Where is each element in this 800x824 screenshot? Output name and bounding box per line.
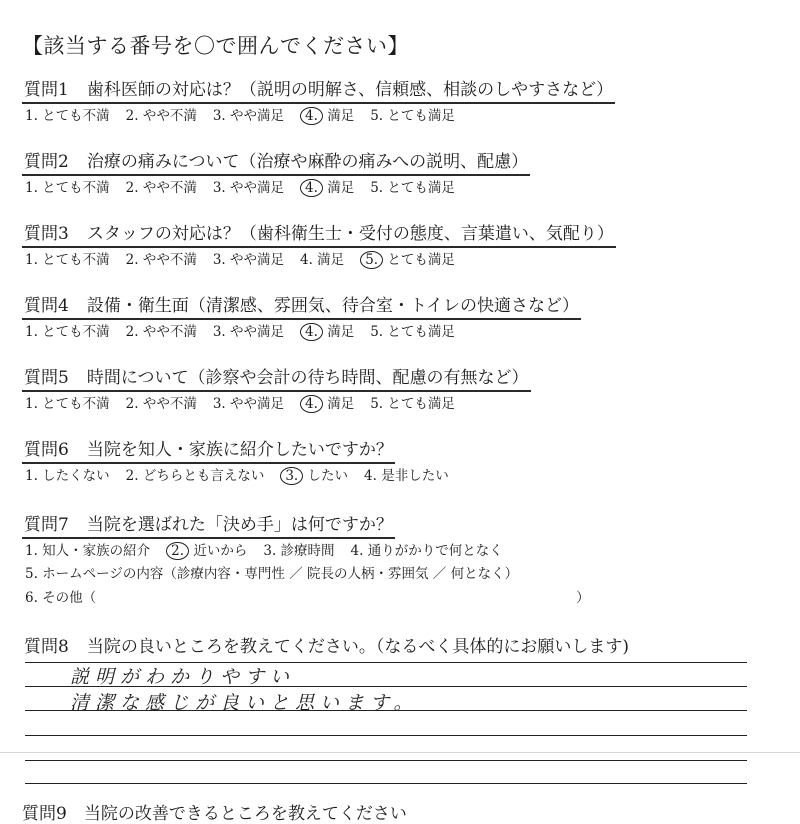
question-number: 質問6 — [24, 440, 69, 460]
option-selected[interactable]: 3. したい — [280, 468, 348, 484]
option[interactable]: 1. とても不満 — [25, 396, 110, 412]
question-3 — [22, 222, 782, 271]
option-row — [22, 465, 782, 487]
answer-line — [25, 760, 747, 761]
form-title: 【該当する番号を〇で囲んでください】 — [22, 34, 409, 58]
option-selected[interactable]: 4. 満足 — [300, 108, 354, 124]
question-heading — [22, 635, 631, 659]
selection-circle: 5. — [360, 251, 383, 269]
question-number: 質問8 — [24, 637, 69, 657]
question-number: 質問4 — [24, 296, 69, 316]
option[interactable]: 5. とても満足 — [370, 324, 455, 340]
option-selected[interactable]: 2. 近いから — [166, 543, 247, 559]
option[interactable]: 4. 満足 — [300, 252, 345, 268]
option[interactable]: 4. 通りがかりで何となく — [350, 543, 503, 559]
option-row — [22, 105, 782, 127]
other-option[interactable]: 6. その他（ — [25, 590, 97, 606]
question-heading — [22, 294, 581, 318]
heading-underline — [22, 462, 395, 464]
option[interactable]: 3. やや満足 — [212, 252, 285, 268]
question-heading — [22, 150, 530, 174]
option-row — [22, 321, 782, 343]
selection-circle: 3. — [280, 467, 303, 485]
selection-circle: 2. — [166, 542, 189, 560]
option[interactable]: 5. とても満足 — [370, 396, 455, 412]
question-1 — [22, 78, 782, 127]
heading-underline — [22, 318, 581, 320]
question-heading — [22, 513, 395, 537]
option[interactable]: 3. やや満足 — [212, 396, 285, 412]
answer-line — [25, 735, 747, 736]
selection-circle: 4. — [300, 107, 323, 125]
question-text: 設備・衛生面（清潔感、雰囲気、待合室・トイレの快適さなど） — [86, 296, 579, 316]
option-row — [22, 393, 782, 415]
question-heading — [22, 438, 395, 462]
heading-underline — [22, 537, 395, 539]
selection-circle: 4. — [300, 323, 323, 341]
handwritten-answer-line-2: 清潔な感じが良いと思います。 — [70, 692, 419, 714]
selection-circle: 4. — [300, 395, 323, 413]
question-number: 質問2 — [24, 152, 69, 172]
option[interactable]: 5. とても満足 — [370, 108, 455, 124]
option-row — [22, 249, 782, 271]
question-heading — [22, 366, 531, 390]
option[interactable]: 2. どちらとも言えない — [125, 468, 265, 484]
question-text: 歯科医師の対応は？（説明の明解さ、信頼感、相談のしやすさなど） — [86, 80, 614, 100]
question-5 — [22, 366, 782, 415]
other-close-paren: ） — [576, 590, 590, 606]
option[interactable]: 3. やや満足 — [212, 108, 285, 124]
option-row — [22, 177, 782, 199]
option[interactable]: 2. やや不満 — [125, 396, 197, 412]
option-selected[interactable]: 4. 満足 — [300, 180, 354, 196]
scan-artifact-line — [0, 752, 800, 753]
question-text: 当院を選ばれた「決め手」は何ですか？ — [86, 515, 393, 535]
question-heading — [22, 78, 615, 102]
option[interactable]: 1. とても不満 — [25, 180, 110, 196]
heading-underline — [22, 174, 530, 176]
option[interactable]: 1. とても不満 — [25, 108, 110, 124]
option[interactable]: 4. 是非したい — [364, 468, 449, 484]
option[interactable]: 2. やや不満 — [125, 180, 197, 196]
option[interactable]: 3. やや満足 — [212, 324, 285, 340]
heading-underline — [22, 102, 615, 104]
heading-underline — [22, 246, 616, 248]
option[interactable]: 1. とても不満 — [25, 252, 110, 268]
option[interactable]: 1. とても不満 — [25, 324, 110, 340]
handwritten-answer-line-1: 説明がわかりやすい — [70, 666, 296, 688]
option-row-2[interactable]: 5. ホームページの内容（診療内容・専門性 ／ 院長の人柄・雰囲気 ／ 何となく） — [25, 566, 519, 582]
question-4 — [22, 294, 782, 343]
option[interactable]: 2. やや不満 — [125, 252, 197, 268]
option[interactable]: 2. やや不満 — [125, 324, 197, 340]
question-number: 質問7 — [24, 515, 69, 535]
option[interactable]: 1. したくない — [25, 468, 110, 484]
question-2 — [22, 150, 782, 199]
option-row — [22, 540, 782, 562]
option[interactable]: 5. とても満足 — [370, 180, 455, 196]
question-text: 当院の良いところを教えてください。（なるべく具体的にお願いします) — [86, 637, 629, 657]
option-row-3[interactable] — [22, 586, 782, 610]
answer-line — [25, 783, 747, 784]
question-text: 治療の痛みについて（治療や麻酔の痛みへの説明、配慮） — [86, 152, 529, 172]
option-selected[interactable]: 4. 満足 — [300, 396, 354, 412]
question-text: 時間について（診察や会計の待ち時間、配慮の有無など） — [86, 368, 529, 388]
question-number: 質問1 — [24, 80, 69, 100]
selection-circle: 4. — [300, 179, 323, 197]
heading-underline — [22, 390, 531, 392]
question-8 — [22, 635, 782, 659]
option[interactable]: 1. 知人・家族の紹介 — [25, 543, 151, 559]
question-text: 当院を知人・家族に紹介したいですか？ — [86, 440, 393, 460]
question-heading — [22, 222, 616, 246]
question-9-partial: 質問9 当院の改善できるところを教えてください — [22, 804, 407, 824]
option-selected[interactable]: 5. とても満足 — [360, 252, 455, 268]
option[interactable]: 2. やや不満 — [125, 108, 197, 124]
option[interactable]: 3. やや満足 — [212, 180, 285, 196]
question-number: 質問5 — [24, 368, 69, 388]
question-text: スタッフの対応は？（歯科衛生士・受付の態度、言葉遣い、気配り） — [86, 224, 614, 244]
question-6 — [22, 438, 782, 487]
question-number: 質問3 — [24, 224, 69, 244]
option[interactable]: 3. 診療時間 — [263, 543, 335, 559]
option-selected[interactable]: 4. 満足 — [300, 324, 354, 340]
question-7 — [22, 513, 782, 610]
